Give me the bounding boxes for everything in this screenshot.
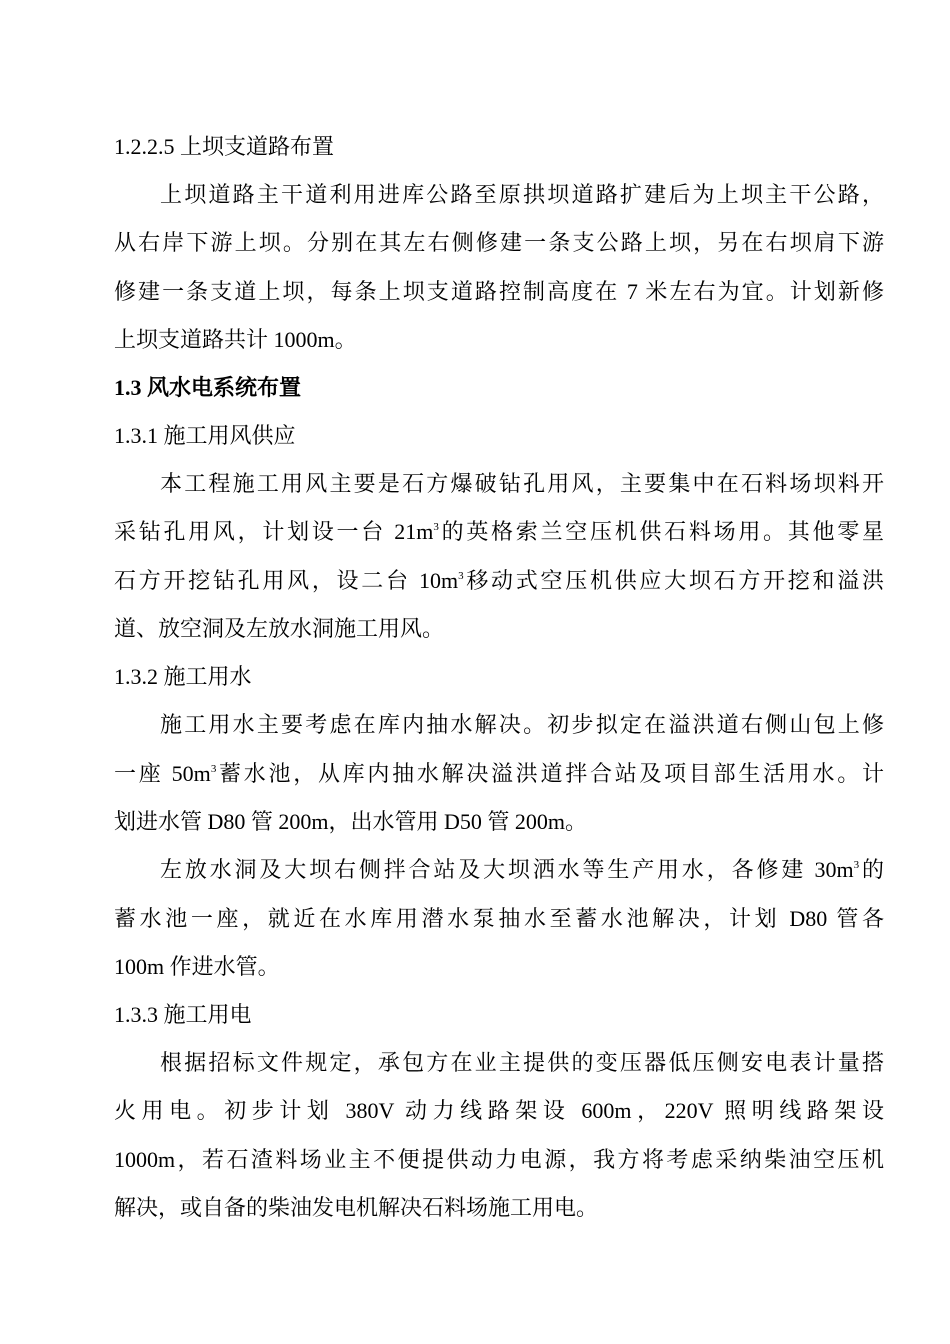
- text-line: 道、放空洞及左放水洞施工用风。: [114, 616, 445, 642]
- text-line: 根据招标文件规定，承包方在业主提供的变压器低压侧安电表计量搭: [160, 1050, 884, 1076]
- text-line: 蓄水池一座，就近在水库用潜水泵抽水至蓄水池解决，计划 D80 管各: [114, 905, 884, 931]
- text-line: 划进水管 D80 管 200m，出水管用 D50 管 200m。: [114, 808, 588, 834]
- text-line: 修建一条支道上坝，每条上坝支道路控制高度在 7 米左右为宜。计划新修: [114, 278, 884, 304]
- text-line: 施工用水主要考虑在库内抽水解决。初步拟定在溢洪道右侧山包上修: [160, 712, 884, 738]
- paragraph-air-supply: [114, 460, 884, 653]
- paragraph-water-supply: [114, 701, 884, 846]
- text-line: 解决，或自备的柴油发电机解决石料场施工用电。: [114, 1195, 599, 1221]
- text-line: 上坝支道路共计 1000m。: [114, 326, 357, 352]
- text-line: 采钻孔用风，计划设一台 $21m^3$的英格索兰空压机供石料场用。其他零星: [114, 519, 884, 545]
- text-line: 100m 作进水管。: [114, 953, 280, 979]
- superscript-3: 3: [210, 762, 217, 775]
- text-line: 上坝道路主干道利用进库公路至原拱坝道路扩建后为上坝主干公路，: [160, 182, 884, 207]
- document-body: [114, 123, 884, 1232]
- section-heading-1-3: 1.3 风水电系统布置: [114, 375, 302, 401]
- section-heading-1-3-3: 1.3.3 施工用电: [114, 1002, 252, 1028]
- text-line: 1000m，若石渣料场业主不便提供动力电源，我方将考虑采纳柴油空压机: [114, 1146, 884, 1172]
- text-line: 从右岸下游上坝。分别在其左右侧修建一条支公路上坝，另在右坝肩下游: [114, 230, 884, 256]
- text-line: 火用电。初步计划 380V 动力线路架设 600m，220V 照明线路架设: [114, 1098, 884, 1124]
- text-line: 左放水洞及大坝右侧拌合站及大坝洒水等生产用水，各修建 $30m^3$的: [160, 857, 884, 883]
- section-heading-1-3-1: 1.3.1 施工用风供应: [114, 423, 296, 449]
- paragraph-water-production: [114, 846, 884, 991]
- superscript-3: 3: [433, 521, 439, 534]
- text-line: 本工程施工用风主要是石方爆破钻孔用风，主要集中在石料场坝料开: [160, 471, 884, 497]
- paragraph-road-layout: [114, 171, 884, 364]
- section-heading-1-2-2-5: 1.2.2.5 上坝支道路布置: [114, 134, 335, 159]
- paragraph-power-supply: [114, 1039, 884, 1232]
- superscript-3: 3: [458, 569, 464, 582]
- section-heading-1-3-2: 1.3.2 施工用水: [114, 664, 252, 690]
- text-line: 石方开挖钻孔用风，设二台 $10m^3$移动式空压机供应大坝石方开挖和溢洪: [114, 567, 884, 593]
- superscript-3: 3: [853, 859, 860, 872]
- text-line: 一座 $50m^3$蓄水池，从库内抽水解决溢洪道拌合站及项目部生活用水。计: [114, 760, 884, 786]
